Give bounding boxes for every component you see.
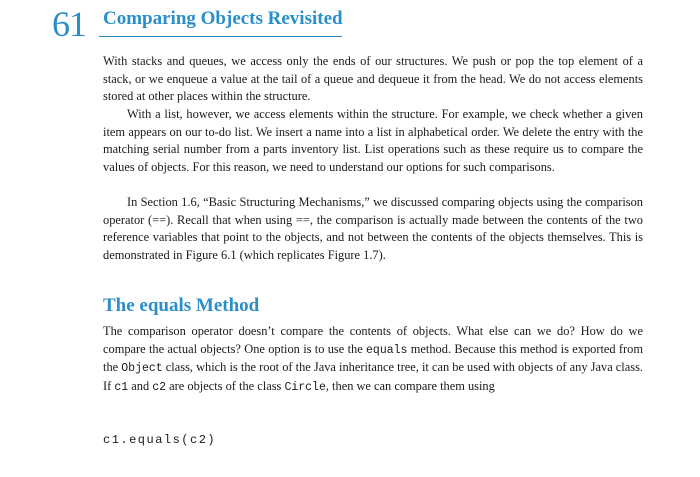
p4-text-e: are objects of the class (166, 378, 285, 393)
subsection-heading: The equals Method (103, 295, 260, 316)
p4-text-a: The comparison operator doesn’t compare the contents of objects. What else can we do? How do we compare the actual objects? One option is to use the (103, 324, 643, 356)
inline-code-object: Object (121, 362, 163, 376)
section-number: 61 (52, 4, 86, 44)
inline-code-circle: Circle (284, 380, 326, 394)
paragraph-4 (103, 323, 643, 396)
p4-text-d: and (128, 378, 153, 393)
inline-code-equals: equals (366, 343, 408, 357)
paragraph-2 (103, 106, 643, 176)
p4-text-f: , then we can compare them using (325, 378, 495, 393)
paragraph-3-text: In Section 1.6, “Basic Structuring Mechanisms,” we discussed comparing objects using the comparison operator (==). Recall that when using ==, the comparison is actually made between the contents of the two reference variables that point to the objects, and not between the contents of the objects themselves. This is demonstrated in Figure 6.1 (which replicates Figure 1.7). (103, 195, 643, 262)
section-title: Comparing Objects Revisited (103, 8, 343, 29)
paragraph-3 (103, 194, 643, 264)
p4-text-b: method. Because this method is exported from the (103, 341, 643, 375)
title-underline (99, 36, 342, 37)
code-example: c1.equals(c2) (103, 433, 217, 447)
p4-text-c: class, which is the root of the Java inheritance tree, it can be used with objects of any Java class. If (103, 360, 643, 393)
inline-code-c1: c1 (114, 380, 129, 394)
paragraph-1: With stacks and queues, we access only the ends of our structures. We push or pop the top element of a stack, or we enqueue a value at the tail of a queue and dequeue it from the head. We do not access elements stored at other places within the structure. (103, 54, 643, 104)
inline-code-c2: c2 (152, 380, 167, 394)
paragraph-2-text: With a list, however, we access elements within the structure. For example, we check whether a given item appears on our to-do list. We insert a name into a list in alphabetical order. We delete the entry with the matching serial number from a parts inventory list. List operations such as these require us to compare the values of objects. For this reason, we need to understand our options for such comparisons. (103, 107, 643, 174)
